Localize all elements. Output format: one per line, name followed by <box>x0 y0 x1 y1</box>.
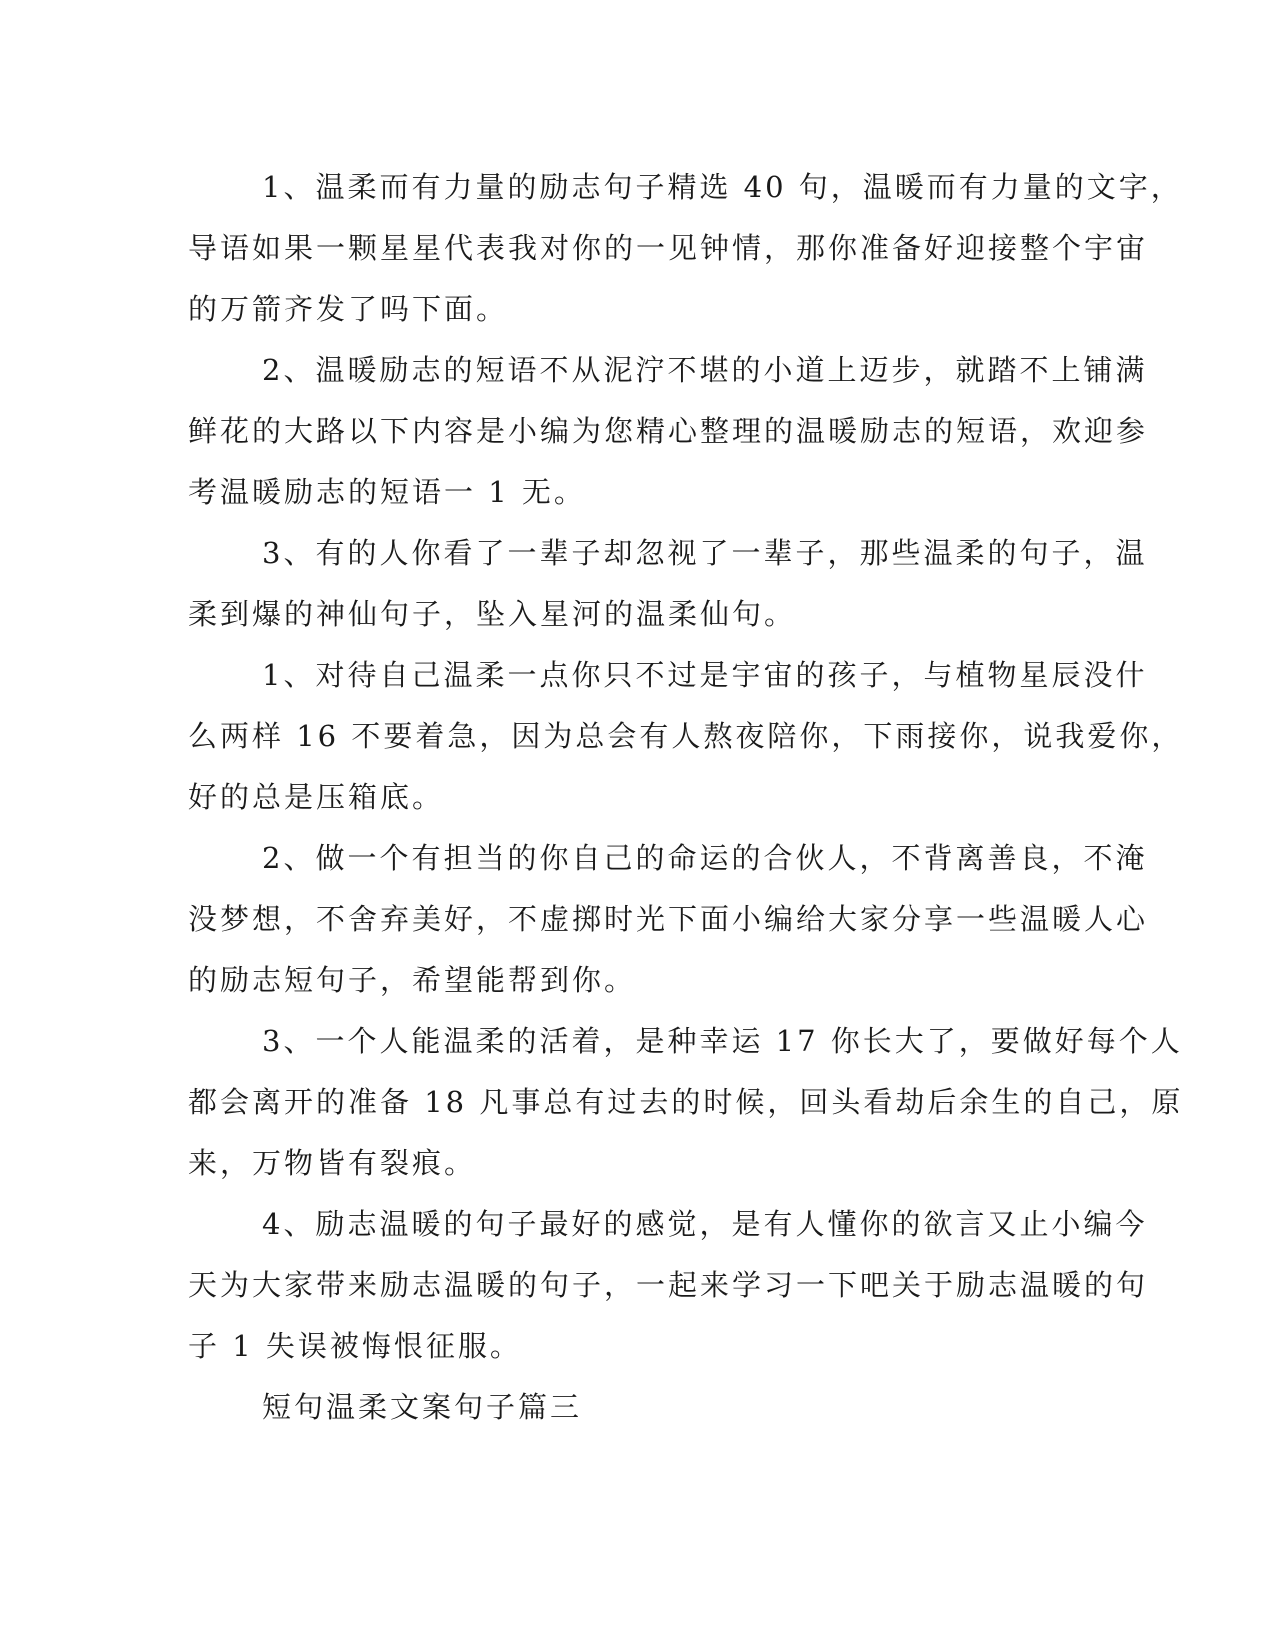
paragraph-line: 没梦想，不舍弃美好，不虚掷时光下面小编给大家分享一些温暖人心 <box>188 902 1149 936</box>
paragraph-line: 都会离开的准备 18 凡事总有过去的时候，回头看劫后余生的自己，原 <box>188 1085 1184 1119</box>
paragraph-line: 柔到爆的神仙句子，坠入星河的温柔仙句。 <box>188 597 797 631</box>
paragraph-line: 子 1 失误被悔恨征服。 <box>188 1329 522 1363</box>
paragraph-line: 3、一个人能温柔的活着，是种幸运 17 你长大了，要做好每个人 <box>262 1024 1183 1058</box>
paragraph-line: 1、对待自己温柔一点你只不过是宇宙的孩子，与植物星辰没什 <box>262 658 1148 692</box>
paragraph-line: 鲜花的大路以下内容是小编为您精心整理的温暖励志的短语，欢迎参 <box>188 414 1149 448</box>
paragraph-line: 的万箭齐发了吗下面。 <box>188 292 509 326</box>
paragraph-line: 3、有的人你看了一辈子却忽视了一辈子，那些温柔的句子，温 <box>262 536 1148 570</box>
paragraph-line: 来，万物皆有裂痕。 <box>188 1146 477 1180</box>
document-body <box>188 157 1184 1438</box>
paragraph-2 <box>188 340 1149 523</box>
paragraph-line: 导语如果一颗星星代表我对你的一见钟情，那你准备好迎接整个宇宙 <box>188 231 1149 265</box>
paragraph-line: 天为大家带来励志温暖的句子，一起来学习一下吧关于励志温暖的句 <box>188 1268 1149 1302</box>
paragraph-5 <box>188 828 1149 1011</box>
paragraph-line: 2、温暖励志的短语不从泥泞不堪的小道上迈步，就踏不上铺满 <box>262 353 1148 387</box>
paragraph-line: 好的总是压箱底。 <box>188 780 445 814</box>
paragraph-line: 的励志短句子，希望能帮到你。 <box>188 963 637 997</box>
paragraph-line: 考温暖励志的短语一 1 无。 <box>188 475 586 509</box>
paragraph-6 <box>188 1011 1184 1194</box>
paragraph-3 <box>188 523 1148 645</box>
paragraph-line: 4、励志温暖的句子最好的感觉，是有人懂你的欲言又止小编今 <box>262 1207 1148 1241</box>
paragraph-4 <box>188 645 1184 828</box>
paragraph-7 <box>188 1194 1149 1377</box>
paragraph-line: 2、做一个有担当的你自己的命运的合伙人，不背离善良，不淹 <box>262 841 1148 875</box>
paragraph-1 <box>188 157 1183 340</box>
paragraph-line: 么两样 16 不要着急，因为总会有人熬夜陪你，下雨接你，说我爱你， <box>188 719 1184 753</box>
paragraph-line: 1、温柔而有力量的励志句子精选 40 句，温暖而有力量的文字， <box>262 170 1183 204</box>
section-heading: 短句温柔文案句子篇三 <box>262 1390 583 1424</box>
